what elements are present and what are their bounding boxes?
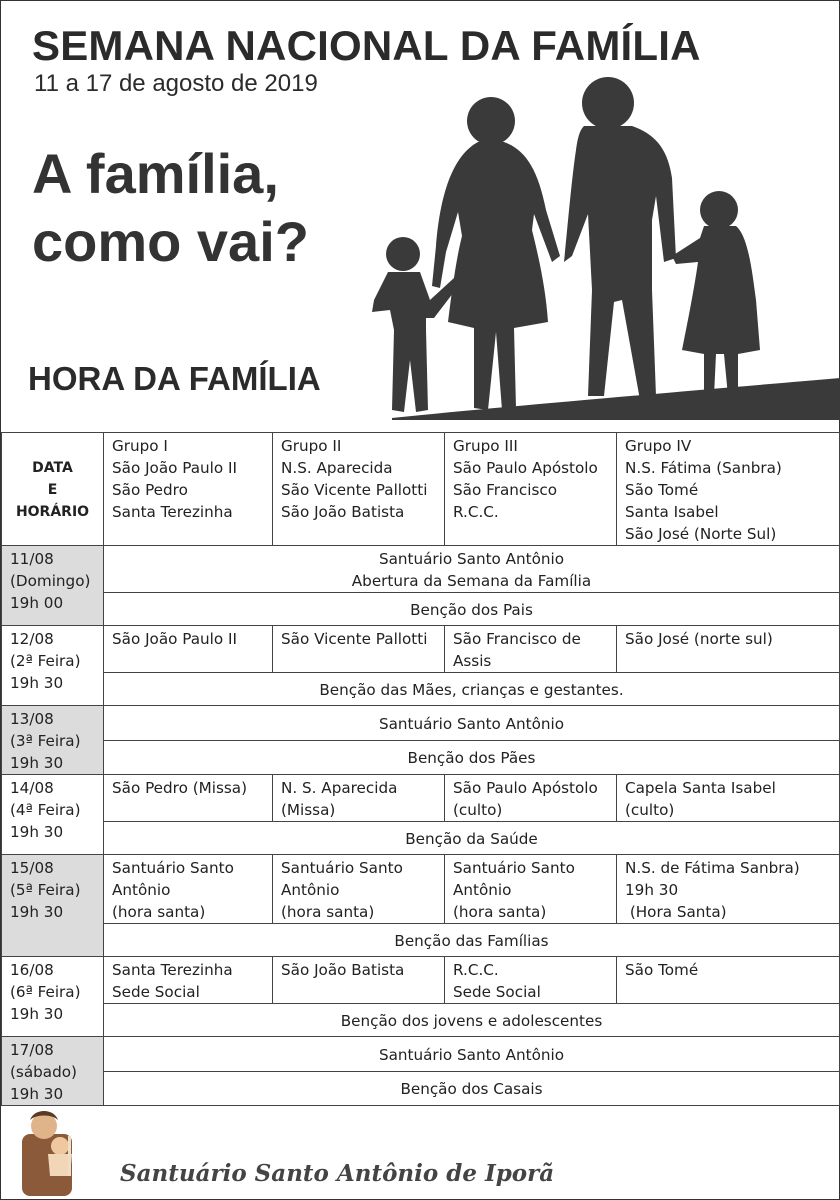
date-cell — [2, 775, 104, 855]
cell-line: São João Paulo II — [112, 630, 237, 648]
group-line: N.S. Aparecida — [281, 459, 393, 477]
group-line: São João Batista — [281, 503, 405, 521]
location-cell — [104, 546, 840, 593]
header-row — [2, 433, 840, 546]
location-cell — [104, 706, 840, 741]
group-1-cell — [104, 626, 273, 673]
blessing-row — [2, 673, 840, 706]
cell-line: (hora santa) — [112, 903, 206, 921]
date-cell — [2, 706, 104, 775]
day-row — [2, 775, 840, 822]
schedule-body — [2, 433, 840, 1106]
group-4-header — [617, 433, 840, 546]
cell-line: Santuário Santo — [112, 859, 234, 877]
group-line: São Paulo Apóstolo — [453, 459, 598, 477]
cell-line: São Paulo Apóstolo — [453, 779, 598, 797]
date-line: (2ª Feira) — [10, 652, 81, 670]
cell-line: São José (norte sul) — [625, 630, 773, 648]
date-line: (3ª Feira) — [10, 732, 81, 750]
group-line: São João Paulo II — [112, 459, 237, 477]
date-line: 17/08 — [10, 1041, 54, 1059]
date-line: 19h 30 — [10, 903, 64, 921]
blessing-cell: Benção das Famílias — [104, 924, 840, 957]
location-line: Santuário Santo Antônio — [378, 550, 565, 568]
blessing-row — [2, 924, 840, 957]
group-line: Grupo II — [281, 437, 342, 455]
cell-line: 19h 30 — [625, 881, 679, 899]
blessing-cell: Benção dos Pães — [104, 740, 840, 775]
footer-title: Santuário Santo Antônio de Iporã — [120, 1160, 555, 1187]
group-1-cell — [104, 855, 273, 924]
cell-line: Assis — [453, 652, 492, 670]
header-label-e: E — [47, 482, 58, 498]
date-cell — [2, 855, 104, 957]
cell-line: São Vicente Pallotti — [281, 630, 428, 648]
saint-anthony-icon — [8, 1106, 88, 1196]
date-line: (5ª Feira) — [10, 881, 81, 899]
blessing-cell: Benção dos jovens e adolescentes — [104, 1004, 840, 1037]
cell-line: Antônio — [453, 881, 512, 899]
group-line: São Vicente Pallotti — [281, 481, 428, 499]
day-row — [2, 855, 840, 924]
date-line: (sábado) — [10, 1063, 77, 1081]
blessing-row — [2, 593, 840, 626]
cell-line: Sede Social — [453, 983, 541, 1001]
group-line: São Francisco — [453, 481, 557, 499]
group-line: São José (Norte Sul) — [625, 525, 777, 543]
date-line: 13/08 — [10, 710, 54, 728]
group-line: Grupo I — [112, 437, 168, 455]
event-dates: 11 a 17 de agosto de 2019 — [34, 70, 318, 97]
cell-line: Santuário Santo — [453, 859, 575, 877]
group-line: N.S. Fátima (Sanbra) — [625, 459, 782, 477]
cell-line: N. S. Aparecida — [281, 779, 398, 797]
blessing-cell: Benção dos Casais — [104, 1071, 840, 1106]
group-3-cell — [445, 775, 617, 822]
slogan-line-1: A família, — [32, 142, 279, 205]
date-line: 11/08 — [10, 550, 54, 568]
cell-line: (culto) — [625, 801, 675, 819]
group-1-cell — [104, 775, 273, 822]
group-2-header — [273, 433, 445, 546]
date-line: (4ª Feira) — [10, 801, 81, 819]
day-row — [2, 706, 840, 741]
group-line: Grupo IV — [625, 437, 692, 455]
date-cell — [2, 957, 104, 1037]
group-line: São Pedro — [112, 481, 188, 499]
cell-line: Sede Social — [112, 983, 200, 1001]
group-3-cell — [445, 957, 617, 1004]
blessing-row — [2, 1004, 840, 1037]
day-row — [2, 957, 840, 1004]
day-row — [2, 626, 840, 673]
group-2-cell — [273, 957, 445, 1004]
group-4-cell — [617, 957, 840, 1004]
date-line: 19h 30 — [10, 1005, 64, 1023]
date-line: 19h 30 — [10, 754, 64, 772]
cell-line: (Hora Santa) — [625, 903, 727, 921]
cell-line: São João Batista — [281, 961, 405, 979]
date-line: (Domingo) — [10, 572, 91, 590]
location-line: Santuário Santo Antônio — [378, 1045, 565, 1064]
group-line: Santa Isabel — [625, 503, 719, 521]
cell-line: (culto) — [453, 801, 503, 819]
group-2-cell — [273, 775, 445, 822]
section-heading: HORA DA FAMÍLIA — [28, 360, 321, 397]
date-line: 12/08 — [10, 630, 54, 648]
blessing-cell: Benção da Saúde — [104, 822, 840, 855]
date-time-header — [2, 433, 104, 546]
date-line: 19h 30 — [10, 823, 64, 841]
group-line: Grupo III — [453, 437, 518, 455]
slogan-line-2: como vai? — [32, 210, 309, 273]
group-4-cell — [617, 775, 840, 822]
cell-line: Santuário Santo — [281, 859, 403, 877]
date-cell — [2, 626, 104, 706]
blessing-row — [2, 822, 840, 855]
cell-line: R.C.C. — [453, 961, 499, 979]
day-row — [2, 546, 840, 593]
date-line: 19h 30 — [10, 1085, 64, 1103]
group-line: São Tomé — [625, 481, 699, 499]
day-row — [2, 1037, 840, 1072]
blessing-row — [2, 1071, 840, 1106]
family-silhouette-icon — [360, 75, 840, 420]
date-line: 14/08 — [10, 779, 54, 797]
date-line: 15/08 — [10, 859, 54, 877]
group-4-cell — [617, 626, 840, 673]
group-2-cell — [273, 855, 445, 924]
header-label-horario: HORÁRIO — [15, 504, 90, 520]
date-cell — [2, 1037, 104, 1106]
cell-line: São Pedro (Missa) — [112, 779, 248, 797]
header-label-data: DATA — [32, 460, 73, 476]
date-cell — [2, 546, 104, 626]
cell-line: (Missa) — [281, 801, 336, 819]
date-line: 19h 30 — [10, 674, 64, 692]
cell-line: São Francisco de — [453, 630, 581, 648]
blessing-cell: Benção das Mães, crianças e gestantes. — [104, 673, 840, 706]
cell-line: Antônio — [112, 881, 171, 899]
group-2-cell — [273, 626, 445, 673]
blessing-cell: Benção dos Pais — [104, 593, 840, 626]
schedule-table — [1, 432, 840, 1106]
date-line: 19h 00 — [10, 594, 64, 612]
location-line: Abertura da Semana da Família — [351, 572, 592, 590]
cell-line: (hora santa) — [453, 903, 547, 921]
date-line: (6ª Feira) — [10, 983, 81, 1001]
group-3-header — [445, 433, 617, 546]
group-3-cell — [445, 855, 617, 924]
cell-line: (hora santa) — [281, 903, 375, 921]
cell-line: Capela Santa Isabel — [625, 779, 776, 797]
group-1-cell — [104, 957, 273, 1004]
location-cell — [104, 1037, 840, 1072]
blessing-row — [2, 740, 840, 775]
cell-line: Antônio — [281, 881, 340, 899]
group-line: R.C.C. — [453, 503, 499, 521]
slogan — [32, 140, 309, 276]
location-line: Santuário Santo Antônio — [378, 714, 565, 733]
cell-line: Santa Terezinha — [112, 961, 233, 979]
page-title: SEMANA NACIONAL DA FAMÍLIA — [32, 22, 701, 69]
date-line: 16/08 — [10, 961, 54, 979]
group-4-cell — [617, 855, 840, 924]
cell-line: N.S. de Fátima Sanbra) — [625, 859, 800, 877]
group-1-header — [104, 433, 273, 546]
group-line: Santa Terezinha — [112, 503, 233, 521]
cell-line: São Tomé — [625, 961, 699, 979]
group-3-cell — [445, 626, 617, 673]
